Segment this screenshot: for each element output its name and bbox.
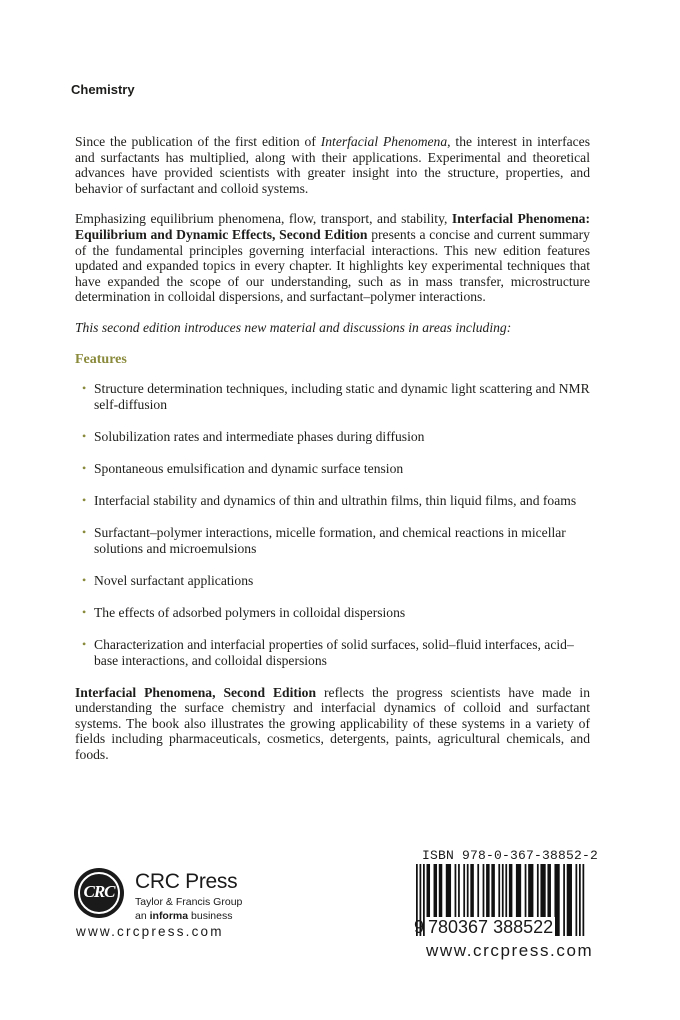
- feature-text: Interfacial stability and dynamics of thin and ultrathin films, thin liquid films, and foams: [94, 493, 577, 508]
- feature-text: Surfactant–polymer interactions, micelle formation, and chemical reactions in micellar solutions and microemulsions: [94, 525, 566, 556]
- feature-text: Novel surfactant applications: [94, 572, 254, 588]
- feature-item: [75, 525, 590, 556]
- publisher-website: www.crcpress.com: [76, 924, 224, 939]
- bullet-icon: •: [82, 460, 87, 475]
- barcode-bar: [575, 864, 577, 936]
- bullet-icon: •: [82, 493, 87, 507]
- barcode-bar: [567, 864, 572, 936]
- crc-logo: [74, 868, 124, 918]
- closing-paragraph: Interfacial Phenomena, Second Edition reflects the progress scientists have made in understanding the surface chemistry and interfacial dynamics of colloid and surfactant systems. The book also illustrates the growing applicability of these systems in a variety of fields including pharmaceuticals, cosmetics, detergents, paints, agricultural chemicals, and foods.: [75, 684, 591, 763]
- bullet-icon: •: [82, 381, 87, 396]
- new-material-intro: This second edition introduces new material and discussions in areas including:: [75, 319, 512, 335]
- publisher-name: CRC Press: [135, 870, 238, 893]
- book-title-bold: Interfacial Phenomena: Equilibrium and Dynamic Effects, Second Edition: [75, 211, 590, 242]
- features-heading: Features: [75, 351, 127, 367]
- feature-item: [75, 637, 590, 668]
- summary-paragraph: Emphasizing equilibrium phenomena, flow, transport, and stability, Interfacial Phenomena: Equilibrium and Dynamic Effects, Second Edition presents a concise and current summary of the fundamental principles governing interfacial interactions. This new edition features updated and expanded topics in every chapter. It highlights key experimental techniques that have expanded the scope of our understanding, such as in mass transfer, microstructure determination in colloidal dispersions, and surfactant–polymer interactions.: [75, 211, 590, 305]
- barcode-bar: [554, 864, 559, 936]
- feature-text: The effects of adsorbed polymers in colloidal dispersions: [94, 604, 406, 620]
- bullet-icon: •: [82, 428, 87, 443]
- publisher-block: [74, 868, 274, 948]
- back-cover-website: www.crcpress.com: [426, 941, 594, 960]
- back-cover-description: [75, 134, 590, 778]
- barcode-first-digit: 9: [414, 917, 425, 937]
- feature-text: Solubilization rates and intermediate phases during diffusion: [94, 428, 425, 444]
- features-list: [75, 381, 590, 668]
- feature-item: [75, 461, 590, 477]
- bullet-icon: •: [82, 604, 87, 619]
- barcode-bar: [563, 864, 565, 936]
- barcode-bar: [579, 864, 581, 936]
- feature-item: [75, 493, 590, 509]
- closing-book-title: Interfacial Phenomena, Second Edition: [75, 684, 317, 700]
- feature-item: [75, 381, 590, 412]
- feature-text: Characterization and interfacial properties of solid surfaces, solid–fluid interfaces, acid–base interactions, and colloidal dispersions: [94, 636, 574, 668]
- isbn-label: ISBN 978-0-367-38852-2: [422, 848, 599, 863]
- intro-paragraph: Since the publication of the first edition of Interfacial Phenomena, the interest in interfaces and surfactants has multiplied, along with their applications. Experimental and theoretical advances have provided scientists with greater insight into the structure, properties, and behavior of surfactant and colloid systems.: [75, 134, 591, 196]
- bullet-icon: •: [82, 525, 87, 540]
- category-label: Chemistry: [71, 82, 135, 97]
- publisher-group: Taylor & Francis Group: [135, 896, 243, 908]
- feature-item: [75, 573, 590, 589]
- bullet-icon: •: [82, 636, 87, 651]
- bullet-icon: •: [82, 572, 87, 587]
- feature-text: Spontaneous emulsification and dynamic surface tension: [94, 460, 404, 476]
- barcode-bar: [582, 864, 584, 936]
- feature-item: [75, 429, 590, 445]
- feature-text: Structure determination techniques, including static and dynamic light scattering and NMR self-diffusion: [94, 381, 590, 412]
- logo-lettering: CRC: [83, 882, 115, 901]
- publisher-business: an informa business: [135, 910, 233, 922]
- feature-item: [75, 605, 590, 621]
- book-title-italic: Interfacial Phenomena: [320, 134, 448, 149]
- barcode-digits: 780367 388522: [428, 917, 554, 937]
